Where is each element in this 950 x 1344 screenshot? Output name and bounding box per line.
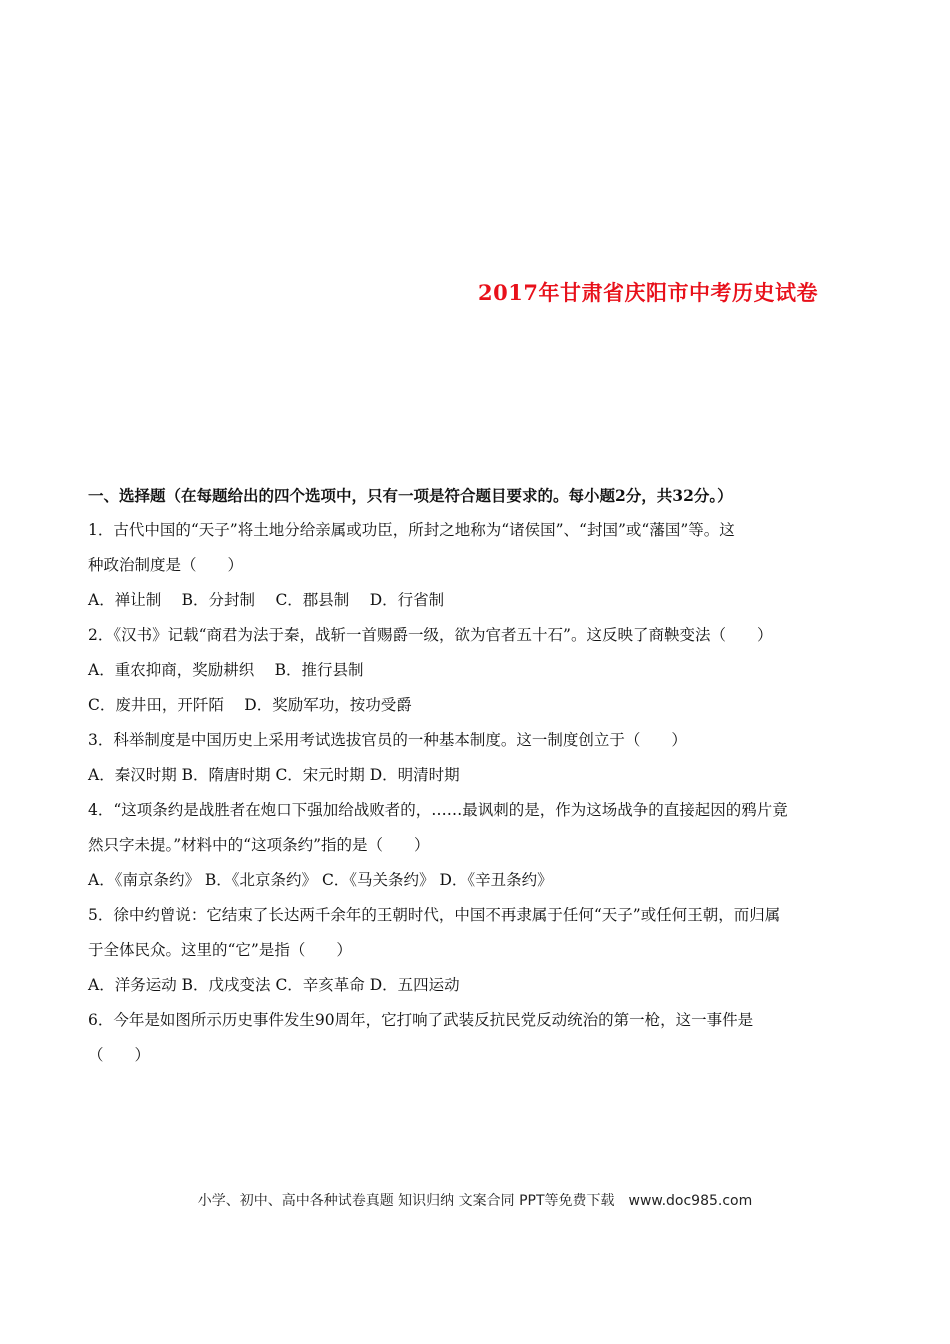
question-2 <box>88 618 868 723</box>
question-stem-line: 于全体民众。这里的“它”是指（ ） <box>88 941 352 959</box>
question-1 <box>88 513 868 618</box>
question-stem-line: 2．《汉书》记载“商君为法于秦，战斩一首赐爵一级，欲为官者五十石”。这反映了商鞅变法（ ） <box>88 626 773 644</box>
question-options: A．重农抑商，奖励耕织 B．推行县制 <box>88 661 364 679</box>
page-title: 2017年甘肃省庆阳市中考历史试卷 <box>478 280 818 305</box>
question-stem-line: （ ） <box>88 1046 151 1064</box>
exam-content <box>88 478 868 1073</box>
section-heading: 一、选择题（在每题给出的四个选项中，只有一项是符合题目要求的。每小题2分，共32分。） <box>88 486 733 505</box>
question-options: A．禅让制 B．分封制 C．郡县制 D．行省制 <box>88 591 445 609</box>
question-stem-line: 5．徐中约曾说：它结束了长达两千余年的王朝时代，中国不再隶属于任何“天子”或任何王朝，而归属 <box>88 906 781 924</box>
question-stem-line: 1．古代中国的“天子”将土地分给亲属或功臣，所封之地称为“诸侯国”、“封国”或“藩国”等。这 <box>88 521 735 539</box>
question-stem-line: 3．科举制度是中国历史上采用考试选拔官员的一种基本制度。这一制度创立于（ ） <box>88 731 687 749</box>
question-stem-line: 种政治制度是（ ） <box>88 556 244 574</box>
question-4 <box>88 793 868 898</box>
question-stem-line: 4．“这项条约是战胜者在炮口下强加给战败者的，……最讽刺的是，作为这场战争的直接起因的鸦片竟 <box>88 801 788 819</box>
question-stem-line: 6．今年是如图所示历史事件发生90周年，它打响了武装反抗民党反动统治的第一枪，这一事件是 <box>88 1011 754 1029</box>
question-options: A．秦汉时期 B．隋唐时期 C．宋元时期 D．明清时期 <box>88 766 460 784</box>
question-5 <box>88 898 868 1003</box>
question-options: A．洋务运动 B．戊戌变法 C．辛亥革命 D．五四运动 <box>88 976 460 994</box>
footer-ad-text: 小学、初中、高中各种试卷真题 知识归纳 文案合同 PPT等免费下载 www.doc985.com <box>197 1193 753 1209</box>
question-stem-line: 然只字未提。”材料中的“这项条约”指的是（ ） <box>88 836 430 854</box>
question-6 <box>88 1003 868 1073</box>
question-3 <box>88 723 868 793</box>
question-options: A．《南京条约》 B．《北京条约》 C．《马关条约》 D．《辛丑条约》 <box>88 871 553 889</box>
question-options: C．废井田，开阡陌 D．奖励军功，按功受爵 <box>88 696 412 714</box>
